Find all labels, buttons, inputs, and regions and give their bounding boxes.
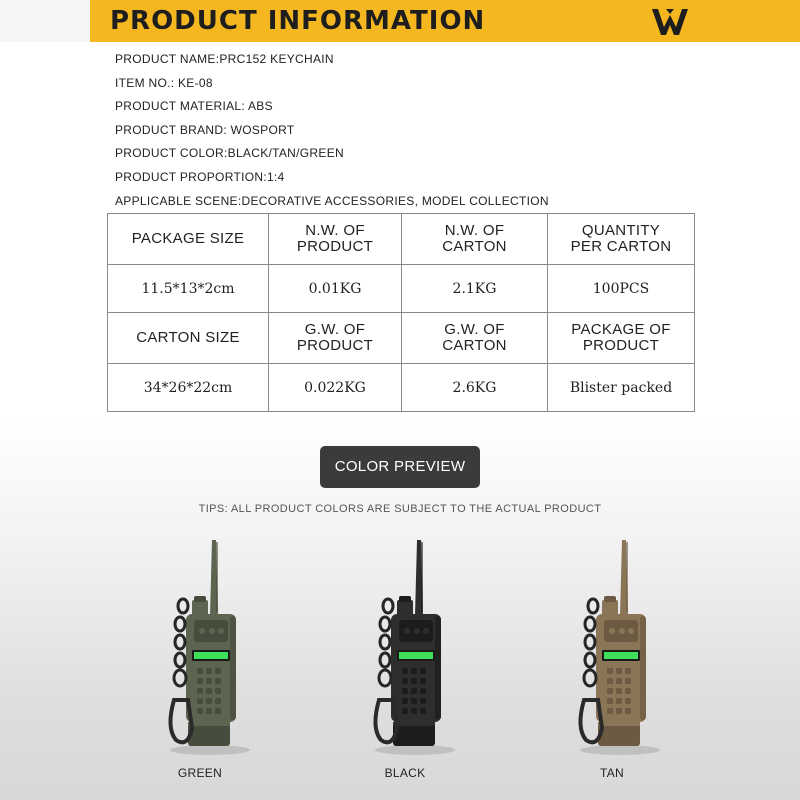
table-row (108, 364, 695, 412)
info-brand: PRODUCT BRAND: WOSPORT (115, 122, 295, 137)
info-product-name: PRODUCT NAME:PRC152 KEYCHAIN (115, 52, 334, 66)
brand-logo-icon (648, 5, 692, 37)
color-preview-button[interactable]: COLOR PREVIEW (320, 446, 480, 488)
header-gw-carton: G.W. OF CARTON (402, 313, 548, 364)
header-nw-carton: N.W. OF CARTON (402, 214, 548, 265)
value-carton-size: 34*26*22cm (108, 364, 269, 412)
value-gw-product: 0.022KG (269, 364, 402, 412)
value-package-of-product: Blister packed (548, 364, 695, 412)
info-material: PRODUCT MATERIAL: ABS (115, 99, 273, 114)
table-row (108, 313, 695, 364)
info-proportion: PRODUCT PROPORTION:1:4 (115, 169, 285, 184)
table-row (108, 214, 695, 265)
product-image-black (355, 538, 475, 760)
radio-keychain-icon (150, 538, 270, 760)
radio-keychain-icon (560, 538, 680, 760)
table-row (108, 265, 695, 313)
header-quantity-per-carton: QUANTITY PER CARTON (548, 214, 695, 265)
product-image-tan (560, 538, 680, 760)
color-label-tan: TAN (599, 766, 624, 780)
value-gw-carton: 2.6KG (402, 364, 548, 412)
color-label-black: BLACK (384, 766, 426, 780)
header-nw-product: N.W. OF PRODUCT (269, 214, 402, 265)
product-image-green (150, 538, 270, 760)
header-package-size: PACKAGE SIZE (108, 214, 269, 265)
info-item-no: ITEM NO.: KE-08 (115, 75, 213, 90)
value-quantity-per-carton: 100PCS (548, 265, 695, 313)
page-title: PRODUCT INFORMATION (110, 6, 486, 36)
spec-table (107, 213, 695, 412)
header-package-of-product: PACKAGE OF PRODUCT (548, 313, 695, 364)
header-gw-product: G.W. OF PRODUCT (269, 313, 402, 364)
product-info-list (115, 48, 715, 213)
tips-text: TIPS: ALL PRODUCT COLORS ARE SUBJECT TO THE ACTUAL PRODUCT (198, 503, 602, 515)
value-nw-product: 0.01KG (269, 265, 402, 313)
info-color: PRODUCT COLOR:BLACK/TAN/GREEN (115, 146, 344, 161)
radio-keychain-icon (355, 538, 475, 760)
color-label-green: GREEN (177, 766, 223, 780)
header-carton-size: CARTON SIZE (108, 313, 269, 364)
value-nw-carton: 2.1KG (402, 265, 548, 313)
header (0, 0, 800, 42)
info-applicable-scene: APPLICABLE SCENE:DECORATIVE ACCESSORIES, MODEL COLLECTION (115, 193, 549, 208)
value-package-size: 11.5*13*2cm (108, 265, 269, 313)
